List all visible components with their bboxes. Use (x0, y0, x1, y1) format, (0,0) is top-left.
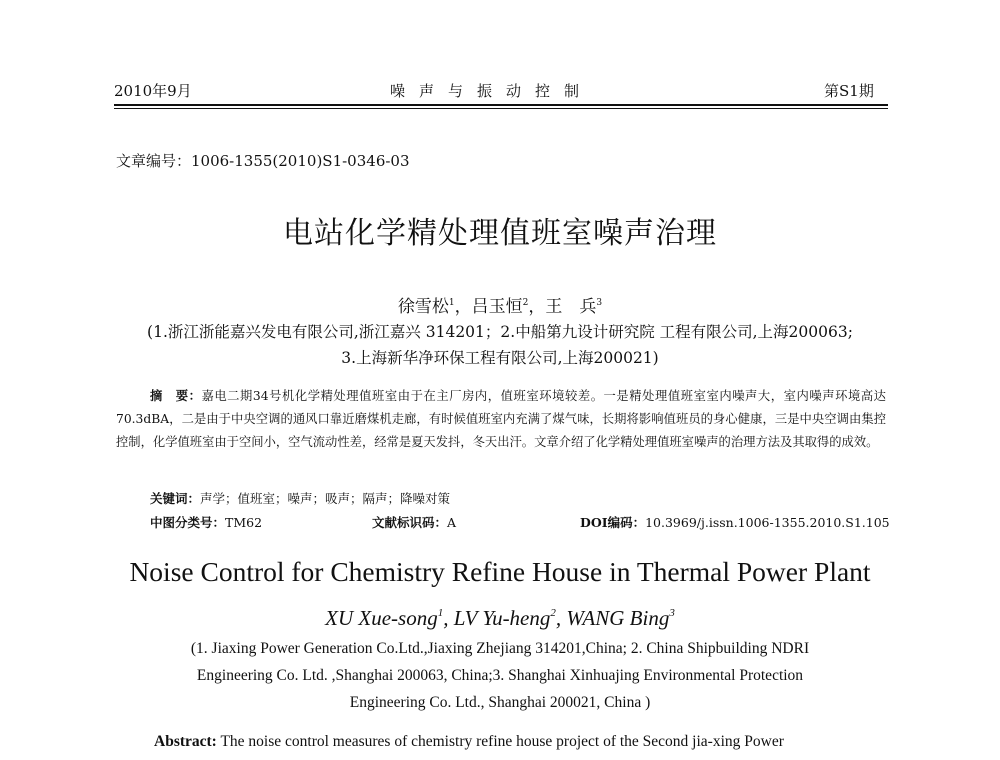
chinese-affiliation-line: (1.浙江浙能嘉兴发电有限公司,浙江嘉兴 314201；2.中船第九设计研究院 工程有限公司,上海200063; (147, 323, 853, 341)
doi-label: DOI编码： (580, 515, 646, 530)
author-separator: ， (454, 297, 472, 317)
keywords-value: 声学；值班室；噪声；吸声；隔声；降噪对策 (200, 491, 451, 506)
author-name: LV Yu-heng (453, 606, 551, 630)
article-number: 文章编号：1006-1355(2010)S1-0346-03 (116, 152, 410, 170)
document-code-value: A (447, 515, 457, 530)
abstract-text: The noise control measures of chemistry refine house project of the Second jia-xing Power (216, 733, 784, 750)
header-rule-thick (114, 104, 888, 106)
english-title: Noise Control for Chemistry Refine House in Thermal Power Plant (129, 556, 871, 587)
english-abstract (154, 733, 784, 751)
header-issue: 第S1期 (824, 82, 874, 100)
author-affil-index: 3 (596, 298, 603, 308)
author-name: 吕玉恒 (471, 297, 523, 317)
doi-value: 10.3969/j.issn.1006-1355.2010.S1.105 (645, 515, 890, 530)
classification-value: TM62 (225, 515, 263, 530)
author-name: XU Xue-song (325, 606, 438, 630)
author-affil-index: 3 (669, 607, 675, 619)
abstract-label: 摘 要： (150, 388, 202, 403)
classification-label: 中图分类号： (150, 515, 226, 530)
author-separator: , (443, 606, 454, 630)
author-affil-index: 2 (522, 298, 529, 308)
classification-number (150, 513, 262, 531)
abstract-text: 嘉电二期34号机化学精处理值班室由于在主厂房内，值班室环境较差。一是精处理值班室室内噪声大，室内噪声环境高达70.3dBA，二是由于中央空调的通风口靠近磨煤机走廊，有时候值班室内充满了煤气味，长期将影响值班员的身心健康，三是中央空调由集控控制，化学值班室由于空间小，空气流动性差，经常是夏天发抖，冬天出汗。文章介绍了化学精处理值班室噪声的治理方法及其取得的成效。 (116, 389, 886, 449)
english-authors (0, 606, 1000, 631)
keywords-label: 关键词： (150, 491, 201, 506)
author-name: 王 兵 (545, 297, 597, 317)
author-name: WANG Bing (566, 606, 670, 630)
keywords (150, 489, 450, 507)
header-date: 2010年9月 (114, 82, 192, 100)
chinese-authors (0, 292, 1000, 317)
english-affiliation-line: Engineering Co. Ltd. ,Shanghai 200063, China;3. Shanghai Xinhuajing Environmental Protection (196, 667, 804, 684)
header-journal-name: 噪声与振动控制 (390, 82, 594, 100)
author-affil-index: 2 (550, 607, 556, 619)
chinese-title: 电站化学精处理值班室噪声治理 (283, 216, 717, 251)
doi (580, 513, 890, 531)
english-affiliation-line: (1. Jiaxing Power Generation Co.Ltd.,Jiaxing Zhejiang 314201,China; 2. China Shipbuilding NDRI (190, 640, 810, 657)
english-affiliation-line: Engineering Co. Ltd., Shanghai 200021, China ) (349, 694, 651, 711)
abstract-label: Abstract: (154, 733, 217, 750)
document-code (372, 513, 456, 531)
author-affil-index: 1 (448, 298, 455, 308)
author-name: 徐雪松 (397, 297, 449, 317)
chinese-abstract (116, 384, 886, 454)
author-separator: , (555, 606, 567, 630)
chinese-affiliation-line: 3.上海新华净环保工程有限公司,上海200021) (341, 349, 659, 367)
author-affil-index: 1 (437, 607, 444, 619)
header-rule-thin (114, 108, 888, 109)
document-code-label: 文献标识码： (372, 515, 448, 530)
author-separator: ， (528, 297, 546, 317)
